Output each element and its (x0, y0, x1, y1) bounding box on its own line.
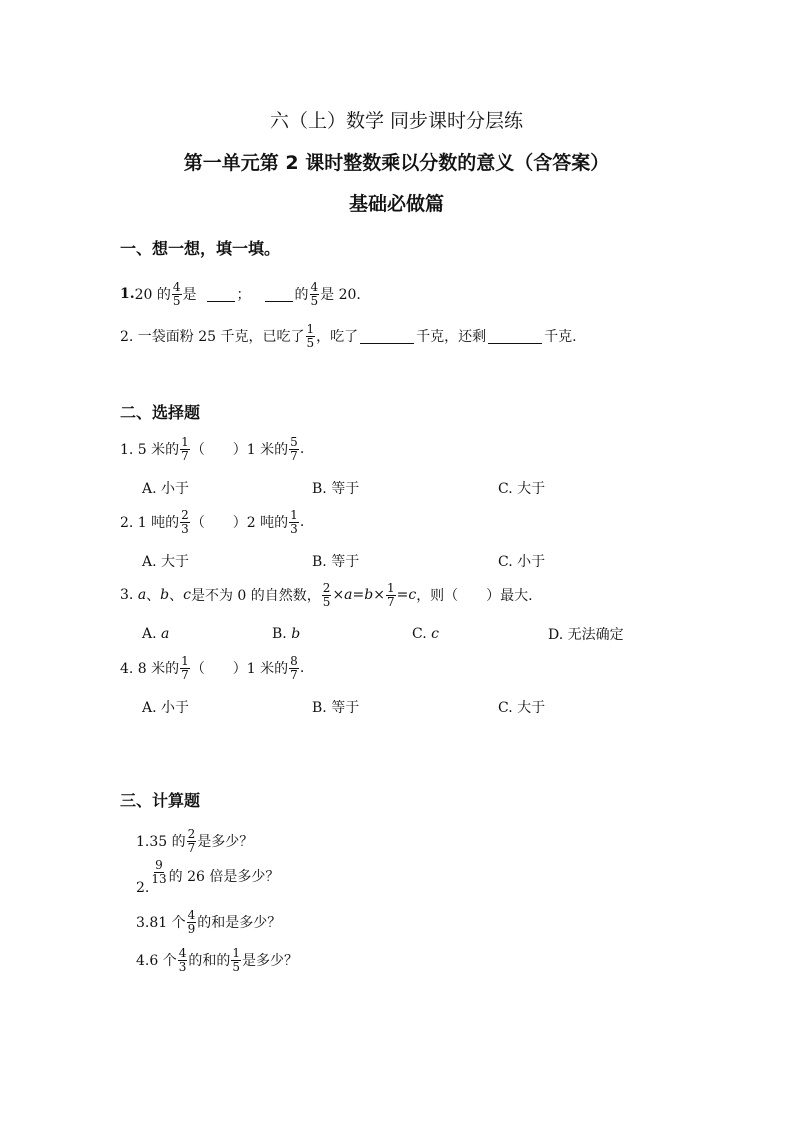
option-c[interactable]: C. 大于 (498, 481, 546, 497)
q-text: . (299, 441, 305, 457)
option-a[interactable]: A. 大于 (142, 554, 190, 570)
s3-question-3 (136, 907, 281, 937)
q-number: 3. (120, 587, 134, 603)
variable: b (364, 587, 374, 603)
q-text: 、 (169, 588, 184, 604)
s1-question-1 (120, 279, 361, 309)
fraction: $\frac{1}{7}$ (386, 580, 395, 609)
q-text: 2. 1 吨的 (120, 515, 180, 531)
q-text: （ ）2 吨的 (190, 515, 289, 531)
q-text: 20 的 (134, 287, 171, 303)
variable: a (137, 587, 147, 603)
answer-blank[interactable] (207, 287, 235, 302)
q-text: 是多少？ (242, 953, 298, 969)
section-heading: 基础必做篇 (348, 193, 444, 215)
q-text: （ ）1 米的 (190, 661, 289, 677)
fraction: $\frac{2}{7}$ (187, 826, 196, 855)
q-text: 的 (294, 287, 309, 303)
answer-blank[interactable] (488, 329, 542, 344)
variable: b (160, 587, 170, 603)
q-text: 、 (146, 588, 161, 604)
option-b[interactable]: B. b (272, 626, 301, 642)
fraction: $\frac{4}{5}$ (172, 279, 181, 308)
s2-question-1 (120, 434, 304, 464)
s2-question-2 (120, 507, 304, 537)
option-a[interactable]: A. 小于 (142, 481, 190, 497)
fraction: $\frac{2}{3}$ (181, 507, 189, 536)
answer-blank[interactable] (360, 329, 414, 344)
times-sign: × (332, 587, 345, 603)
fraction: $\frac{4}{9}$ (187, 907, 196, 936)
q-text: ，则（ ）最大. (416, 588, 533, 604)
q-text: 千克，还剩 (416, 329, 487, 345)
s2-question-3 (120, 580, 533, 610)
q-text: ，吃了 (316, 329, 359, 345)
answer-blank[interactable] (265, 287, 293, 302)
q-text: . (299, 514, 305, 530)
fraction: $\frac{5}{7}$ (290, 434, 298, 463)
q-text: 2. 一袋面粉 25 千克，已吃了 (120, 329, 305, 345)
fraction: $\frac{1}{7}$ (181, 653, 189, 682)
q-text: 4.6 个 (136, 953, 177, 969)
section-1-title: 一、想一想，填一填。 (120, 239, 281, 258)
equals-sign: = (396, 587, 409, 603)
times-sign: × (373, 587, 385, 603)
option-c[interactable]: C. c (412, 626, 439, 642)
q-text: 4. 8 米的 (120, 661, 180, 677)
q-text: 1. 5 米的 (120, 442, 180, 458)
page-subtitle: 第一单元第 2 课时整数乘以分数的意义（含答案） (183, 152, 610, 174)
q-separator: ； (236, 287, 251, 303)
fraction: $\frac{4}{3}$ (178, 945, 187, 974)
fraction: $\frac{9}{13}$ (151, 858, 167, 886)
q-text: . (299, 660, 305, 676)
s3-question-2 (136, 858, 280, 896)
q-text: 是 (182, 287, 197, 303)
fraction: $\frac{1}{5}$ (306, 321, 315, 350)
q-text: 的 26 倍是多少？ (168, 869, 280, 885)
q-text: 3.81 个 (136, 915, 186, 931)
s3-question-1 (136, 826, 253, 856)
fraction: $\frac{1}{5}$ (232, 945, 240, 974)
page-title: 六（上）数学 同步课时分层练 (269, 110, 524, 132)
q-text: 是 20. (320, 287, 361, 303)
variable: a (344, 587, 353, 603)
fraction: $\frac{1}{3}$ (290, 507, 298, 536)
q-text: 千克. (544, 329, 577, 345)
option-a[interactable]: A. 小于 (142, 700, 190, 716)
fraction: $\frac{2}{5}$ (322, 580, 331, 609)
q-text: （ ）1 米的 (190, 442, 289, 458)
s1-question-2 (120, 321, 577, 351)
s3-question-4 (136, 945, 298, 975)
fraction: $\frac{4}{5}$ (310, 279, 319, 308)
equals-sign: = (352, 587, 365, 603)
q-number: 2. (136, 880, 150, 896)
q-text: 的和是多少？ (197, 915, 282, 931)
variable: c (183, 587, 191, 603)
fraction: $\frac{1}{7}$ (181, 434, 189, 463)
option-c[interactable]: C. 小于 (498, 554, 546, 570)
q-text: 的和的 (188, 953, 231, 969)
section-3-title: 三、计算题 (120, 791, 201, 810)
s2-question-4 (120, 653, 304, 683)
option-a[interactable]: A. a (142, 626, 170, 642)
option-b[interactable]: B. 等于 (312, 554, 360, 570)
option-b[interactable]: B. 等于 (312, 481, 360, 497)
q-text: 是多少？ (197, 834, 254, 850)
option-d[interactable]: D. 无法确定 (548, 627, 624, 643)
option-c[interactable]: C. 大于 (498, 700, 546, 716)
option-b[interactable]: B. 等于 (312, 700, 360, 716)
q-text: 是不为 0 的自然数， (190, 588, 321, 604)
q-text: 1.35 的 (136, 834, 186, 850)
q-number: 1. (120, 286, 135, 302)
fraction: $\frac{8}{7}$ (290, 653, 298, 682)
section-2-title: 二、选择题 (120, 403, 201, 422)
variable: c (408, 587, 417, 603)
